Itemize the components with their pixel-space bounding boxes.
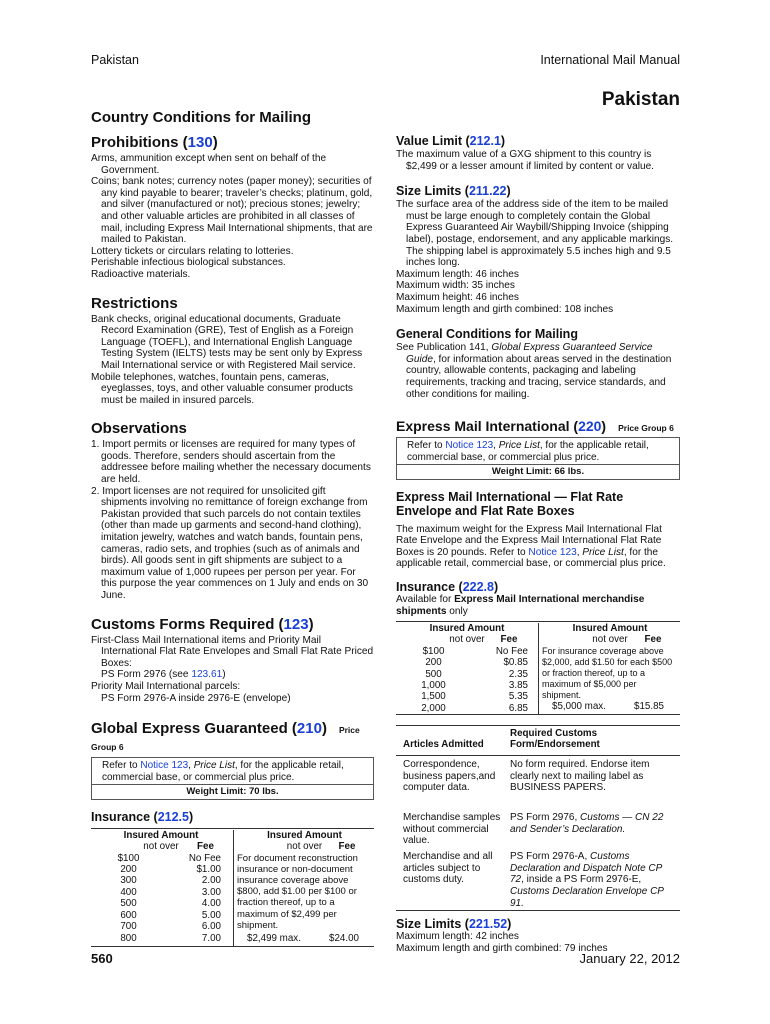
value-limit-link[interactable]: 212.1 (469, 134, 501, 148)
table-row: 600 5.00 (120, 909, 221, 921)
table-row: $100 No Fee (117, 852, 221, 864)
emi-heading: Express Mail International (220) Price Group 6 (396, 418, 674, 435)
emi-insurance-link[interactable]: 222.8 (462, 579, 494, 594)
table-row: 200 $0.85 (425, 657, 528, 669)
gxg-size-limits-link[interactable]: 211.22 (468, 184, 507, 199)
list-item: Mobile telephones, watches, fountain pens, cameras, eyeglasses, toys, and other valuable consumer products must be mailed in insured parcels. (91, 371, 353, 406)
list-item: 1. Import permits or licenses are required for many types of goods. Therefore, senders should ascertain from the addressee before mailing whether the necessary documents are held. (91, 439, 371, 486)
customs-forms-body: First-Class Mail International items and Priority Mail International Flat Rate Envelopes and Small Flat Rate Priced Boxes: PS Form 2976 (see 123.61) Priority Mail International parcels: PS Form 2976-A inside 2976-E (envelope) (91, 634, 374, 704)
article-row-2-b: PS Form 2976, Customs — CN 22 and Sender’s Declaration. (510, 812, 664, 835)
ins-col-head-2: Insured Amount not over (538, 623, 681, 714)
emi-price-group: Price Group 6 (618, 423, 674, 434)
customs-col-head: Required Customs Form/Endorsement (510, 728, 600, 751)
list-item: Radioactive materials. (91, 268, 191, 280)
article-row-1-b: No form required. Endorse item clearly next to mailing label as BUSINESS PAPERS. (510, 759, 650, 794)
table-row: 500 2.35 (425, 668, 528, 680)
gxg-ins-rows (101, 853, 221, 944)
gxg-ins-max-fee: $24.00 (329, 932, 359, 944)
emi-ins-note: For insurance coverage above $2,000, add $1.50 for each $500 or fraction thereof, up to a maximum of $5,000 per shipment. (542, 646, 673, 701)
list-item: Coins; bank notes; currency notes (paper money); securities of any kind payable to bearer; traveler’s checks; platinum, gold, and silver (manufactured or not); precious stones; jewelry; and other valuable articles are prohibited in all classes of mail, including Express Mail International shipments, that are mailed to Pakistan. (91, 176, 373, 246)
gxg-size-limits-text: The surface area of the address side of the item to be mailed must be large enough to completely contain the Global Express Guaranteed Air Waybill/Shipping Invoice (shipping label), postage, endorsement, and any applicable markings. The shipping label is approximately 5.5 inches high and 9.5 inches long. Maximum length: 46 inches Maximum width: 35 inches Maximum height: 46 inches Maximum length and girth combined: 108 inches (396, 199, 674, 315)
table-row: 2,000 6.85 (421, 702, 528, 714)
gxg-link[interactable]: 210 (296, 720, 322, 738)
customs-forms-heading: Customs Forms Required (123) (91, 615, 314, 633)
table-row: 1,000 3.85 (421, 680, 528, 692)
list-item: Bank checks, original educational documents, Graduate Record Examination (GRE), Test of English as a Foreign Language (TOEFL), and International English Language Testing System (IELTS) tests may be sent only by Express Mail International service or with Registered Mail service. (91, 313, 363, 371)
header-manual: International Mail Manual (540, 53, 680, 67)
prohibitions-heading: Prohibitions (130) (91, 134, 218, 151)
customs-forms-link[interactable]: 123 (283, 615, 309, 633)
emi-size-limits-link[interactable]: 221.52 (468, 917, 508, 932)
emi-weight-limit: Weight Limit: 66 lbs. (397, 464, 679, 479)
gxg-heading: Global Express Guaranteed (210) Price Group 6 (91, 720, 360, 753)
header-country: Pakistan (91, 53, 139, 67)
emi-ins-rows (406, 646, 528, 714)
article-row-2-a: Merchandise samples without commercial value. (403, 812, 501, 847)
articles-col-head: Articles Admitted (403, 739, 484, 751)
articles-table (396, 725, 680, 911)
prohibitions-list (91, 153, 374, 281)
gxg-insurance-table (91, 828, 374, 947)
emi-link[interactable]: 220 (578, 418, 602, 435)
value-limit-text: The maximum value of a GXG shipment to this country is $2,499 or a lesser amount if limited by content or value. (396, 149, 654, 172)
gxg-insurance-heading: Insurance (212.5) (91, 809, 194, 824)
general-conditions-text: See Publication 141, Global Express Guaranteed Service Guide, for information about areas served in the destination country, allowable contents, packaging and labeling requirements, tracking and tracing, service standards, and other conditions for mailing. (396, 342, 672, 400)
emi-flat-rate-heading: Express Mail International — Flat Rate Envelope and Flat Rate Boxes (396, 489, 624, 518)
ins-fee-head: Fee (197, 840, 214, 852)
observations-heading: Observations (91, 420, 187, 438)
table-row: 500 4.00 (120, 898, 221, 910)
prohibitions-link[interactable]: 130 (187, 134, 213, 151)
ins-col-head-2: Insured Amount not over (233, 830, 375, 946)
article-row-1-a: Correspondence, business papers,and computer data. (403, 759, 496, 794)
general-conditions-heading: General Conditions for Mailing (396, 327, 578, 342)
notice-123-link[interactable]: Notice 123 (445, 440, 494, 452)
observations-list (91, 439, 374, 601)
table-row: 200 $1.00 (120, 864, 221, 876)
table-row: 1,500 5.35 (421, 691, 528, 703)
list-item: Arms, ammunition except when sent on behalf of the Government. (91, 153, 327, 176)
emi-insurance-avail: Available for Express Mail International merchandise shipments only (396, 593, 645, 617)
list-item: Lottery tickets or circulars relating to lotteries. (91, 245, 294, 257)
table-row: 400 3.00 (120, 886, 221, 898)
value-limit-heading: Value Limit (212.1) (396, 134, 506, 148)
emi-insurance-heading: Insurance (222.8) (396, 579, 499, 594)
notice-123-link[interactable]: Notice 123 (528, 546, 577, 558)
table-row: 300 2.00 (120, 875, 221, 887)
emi-ins-max-amount: $5,000 max. (552, 701, 606, 713)
list-item: Perishable infectious biological substances. (91, 257, 286, 269)
gxg-price-box: Refer to Notice 123, Price List, for the applicable retail, commercial base, or commercial plus price. Weight Limit: 70 lbs. (91, 757, 374, 800)
notice-123-link[interactable]: Notice 123 (140, 760, 189, 772)
gxg-size-limits-heading: Size Limits (211.22) (396, 184, 511, 199)
gxg-ins-note: For document reconstruction insurance or non-document insurance coverage above $800, add $1.00 per $100 or fraction thereof, up to a maximum of $2,499 per shipment. (237, 852, 358, 931)
article-row-3-b: PS Form 2976-A, Customs Declaration and Dispatch Note CP 72, inside a PS Form 2976-E, Customs Declaration Envelope CP 91. (510, 851, 664, 909)
emi-size-limits-heading: Size Limits (221.52) (396, 917, 512, 932)
form-2976-link[interactable]: 123.61 (191, 669, 223, 681)
table-row: $100 No Fee (422, 646, 528, 658)
restrictions-heading: Restrictions (91, 294, 178, 312)
emi-flat-rate-text: The maximum weight for the Express Mail International Flat Rate Envelope and the Express Mail International Flat Rate Boxes is 20 pounds. Refer to Notice 123, Price List, for the applicable retail, commercial base, or commercial plus price. (396, 523, 666, 570)
emi-price-box: Refer to Notice 123, Price List, for the applicable retail, commercial base, or commercial plus price. Weight Limit: 66 lbs. (396, 437, 680, 480)
article-row-3-a: Merchandise and all articles subject to customs duty. (403, 851, 493, 886)
emi-size-limits-text: Maximum length: 42 inches Maximum length and girth combined: 79 inches (396, 931, 608, 954)
left-column (91, 134, 374, 947)
ins-fee-head-2: Fee (644, 634, 662, 646)
section-title: Country Conditions for Mailing (91, 109, 311, 126)
page-number: 560 (91, 951, 113, 966)
emi-ins-max-fee: $15.85 (634, 701, 664, 713)
ins-fee-head-2: Fee (338, 840, 356, 852)
table-row: 700 6.00 (120, 921, 221, 933)
emi-insurance-table (396, 621, 680, 715)
ins-col-head: Insured Amount not over (123, 829, 199, 852)
table-row: 800 7.00 (120, 932, 221, 944)
gxg-ins-max-amount: $2,499 max. (247, 932, 301, 944)
restrictions-list (91, 314, 374, 407)
gxg-insurance-link[interactable]: 212.5 (157, 809, 189, 824)
ins-col-head: Insured Amount not over (429, 623, 505, 646)
list-item: 2. Import licenses are not required for unsolicited gift shipments involving no remittance of foreign exchange from Pakistan provided that such parcels do not contain textiles (other than made up garments and second-hand clothing), imitation jewelry, watches and watch bands, fountain pens, cameras, radio sets, and trophies (such as of animals and birds). All goods sent in gift shipments are subject to a maximum value of 1,000 rupees per person per year. For this purpose the year commences on 1 July and ends on 30 June. (91, 485, 369, 601)
footer-date: January 22, 2012 (579, 951, 680, 966)
gxg-price-group: Price Group 6 (91, 725, 360, 753)
gxg-weight-limit: Weight Limit: 70 lbs. (92, 784, 373, 799)
right-column (396, 134, 680, 954)
page-title: Pakistan (601, 89, 680, 110)
ins-fee-head: Fee (500, 634, 518, 646)
